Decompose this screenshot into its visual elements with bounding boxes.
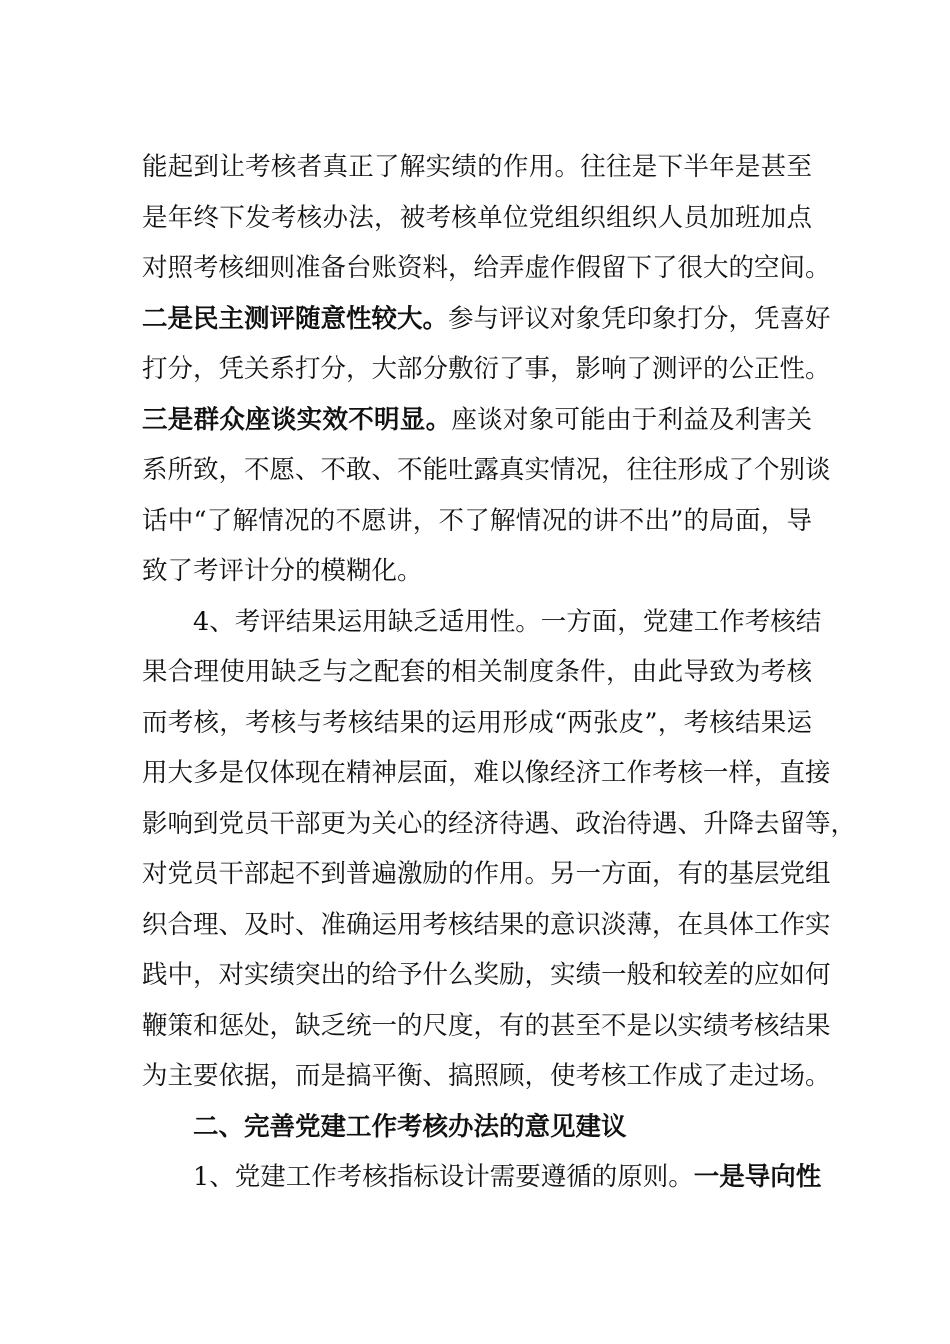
text-line: 织合理、及时、准确运用考核结果的意识淡薄，在具体工作实 xyxy=(142,909,831,940)
text-line: 能起到让考核者真正了解实绩的作用。往往是下半年是甚至 xyxy=(142,152,812,182)
text-line: 打分，凭关系打分，大部分敷衍了事，影响了测评的公正性。 xyxy=(142,354,831,384)
text-line: 而考核，考核与考核结果的运用形成“两张皮”，考核结果运 xyxy=(142,707,812,738)
paragraph-principles xyxy=(142,1152,822,1203)
paragraph-assessment-issues xyxy=(142,142,831,597)
bold-phrase: 三是群众座谈实效不明显。 xyxy=(142,404,452,435)
document-page xyxy=(142,142,857,1203)
text-line: 对照考核细则准备台账资料，给弄虚作假留下了很大的空间。 xyxy=(142,253,831,283)
text-span: 座谈对象可能由于利益及利害关 xyxy=(451,404,812,435)
text-line: 影响到党员干部更为关心的经济待遇、政治待遇、升降去留等， xyxy=(142,808,857,839)
section-heading: 二、完善党建工作考核办法的意见建议 xyxy=(193,1111,627,1142)
bold-phrase: 一是导向性 xyxy=(693,1162,822,1192)
text-line xyxy=(142,1152,822,1203)
text-line: 为主要依据，而是搞平衡、搞照顾，使考核工作成了走过场。 xyxy=(142,1061,831,1091)
text-line: 鞭策和惩处，缺乏统一的尺度，有的甚至不是以实绩考核结果 xyxy=(142,1010,831,1041)
text-line: 致了考评计分的模糊化。 xyxy=(142,556,423,586)
text-line: 话中“了解情况的不愿讲，不了解情况的讲不出”的局面，导 xyxy=(142,505,812,536)
text-line xyxy=(142,294,831,345)
text-line: 果合理使用缺乏与之配套的相关制度条件，由此导致为考核 xyxy=(142,657,812,687)
text-span: 1、党建工作考核指标设计需要遵循的原则。 xyxy=(193,1162,694,1192)
bold-phrase: 二是民主测评随意性较大。 xyxy=(142,303,449,334)
text-line xyxy=(142,395,812,446)
paragraph-result-application xyxy=(142,597,857,1102)
text-span: 参与评议对象凭印象打分，凭喜好 xyxy=(448,303,831,334)
text-line: 4、考评结果运用缺乏适用性。一方面，党建工作考核结 xyxy=(193,606,822,637)
text-line: 用大多是仅体现在精神层面，难以像经济工作考核一样，直接 xyxy=(142,758,831,788)
text-line: 践中，对实绩突出的给予什么奖励，实绩一般和较差的应如何 xyxy=(142,960,831,990)
text-line: 是年终下发考核办法，被考核单位党组织组织人员加班加点 xyxy=(142,202,812,233)
text-line: 系所致，不愿、不敢、不能吐露真实情况，往往形成了个别谈 xyxy=(142,455,831,485)
text-line: 对党员干部起不到普遍激励的作用。另一方面，有的基层党组 xyxy=(142,859,831,889)
